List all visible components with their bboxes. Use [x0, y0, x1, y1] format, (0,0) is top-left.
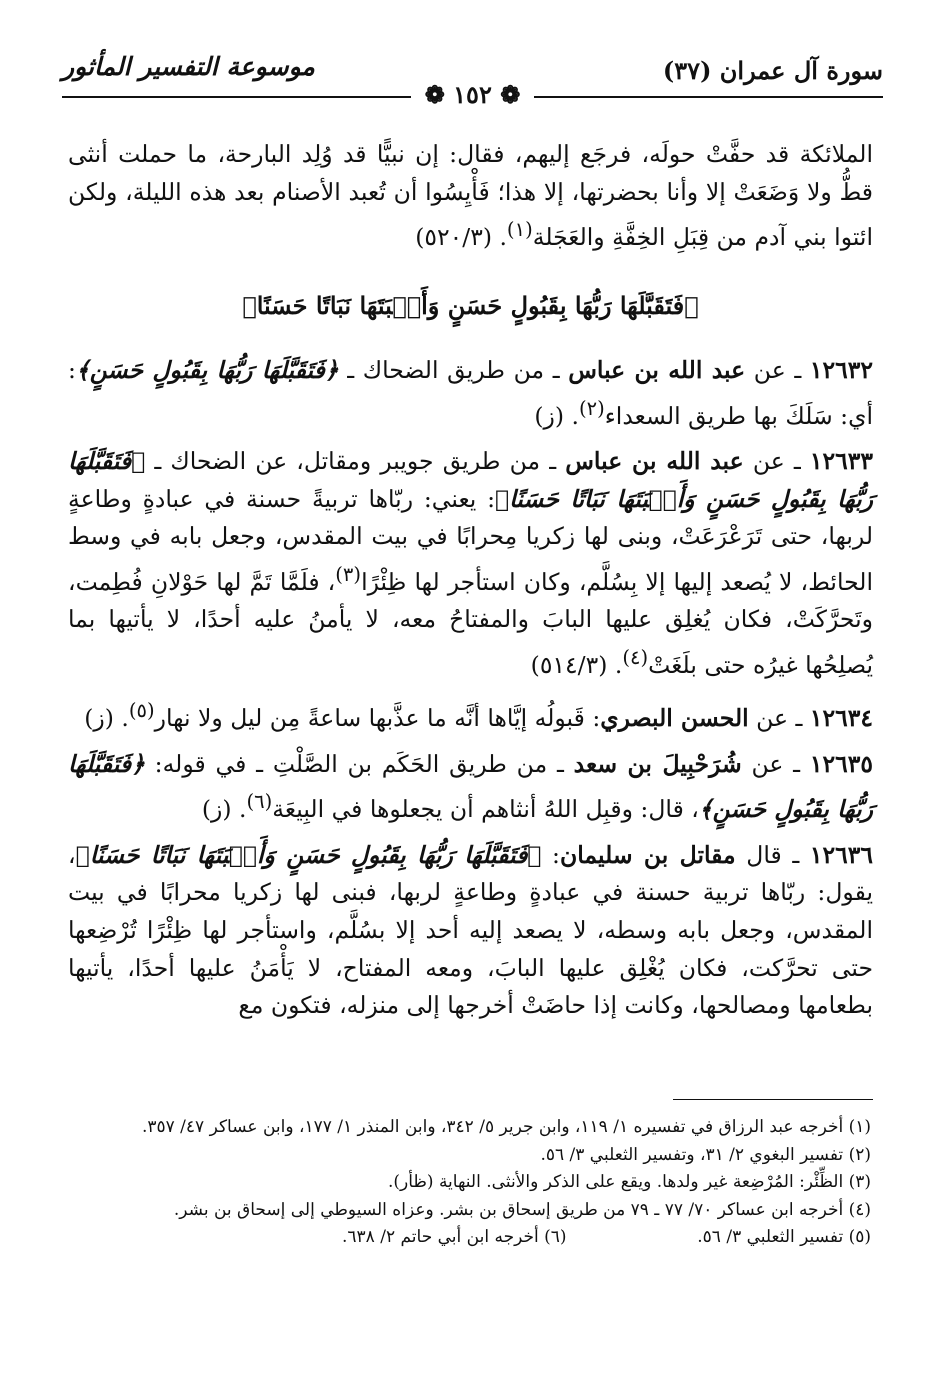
footnote: (١) أخرجه عبد الرزاق في تفسيره ١/ ١١٩، وابن جرير ٥/ ٣٤٢، وابن المنذر ١/ ١٧٧، وابن عساكر ٤٧/ ٣٥٧. — [141, 1117, 871, 1137]
narration-entry: ١٢٦٣٤ ـ عن الحسن البصري: قَبولُه إيَّاها أنَّه ما عذَّبها ساعةً مِن ليل ولا نهار$^{(٥)}$. (ز) — [84, 699, 873, 733]
narration-entry: ١٢٦٣٦ ـ قال مقاتل بن سليمان: ﴿فَتَقَبَّلَهَا رَبُّهَا بِقَبُولٍ حَسَنٍ وَأَنۢبَتَهَا نَبَاتًا حَسَنًا﴾، يقول: ربّاها تربية حسنة في عبادةٍ وطاعةٍ لربها، فبنى لها زكريا محرابًا في بيت المقدس، وجعل بابه وسطه، لا يصعد إليه أحد إلا بسُلَّم، واستأجر لها ظِئْرًا تُرْضِعها حتى تحرَّكت، فكان يُغْلِق عليها البابَ، ومعه المفتاح، لا يَأْمَنُ عليها أحدًا، يأتيها بطعامها ومصالحها، وكانت إذا حاضَتْ أخرجها إلى منزله، فتكون مع — [68, 840, 874, 1020]
narrator-name: عبد الله بن عباس — [565, 447, 744, 476]
footnote-marker: (٣) — [335, 563, 362, 586]
footnote-row — [72, 1224, 871, 1252]
volume-reference: . (٥٢٠/٣) — [415, 223, 507, 252]
ornament-icon: ❁ — [424, 80, 445, 109]
footnote: (٣) الظِّئْر: المُرْضِعة غير ولدها. ويقع على الذكر والأنثى. النهاية (ظأر). — [387, 1172, 871, 1193]
main-text — [68, 136, 873, 1025]
volume-reference: . (ز) — [201, 795, 247, 824]
quran-verse-heading: ﴿فَتَقَبَّلَهَا رَبُّهَا بِقَبُولٍ حَسَنٍ وَأَنۢبَتَهَا نَبَاتًا حَسَنًا﴾ — [242, 290, 699, 320]
narrator-name: الحسن البصري — [600, 704, 749, 733]
volume-reference: . (ز) — [534, 401, 579, 430]
ornament-icon: ❁ — [500, 80, 521, 109]
narrator-name: شُرَحْبِيلَ بن سعد — [573, 749, 742, 778]
footnote-marker: (٤) — [622, 646, 649, 670]
footnote-marker: (١) — [506, 218, 533, 242]
narration-entry: ١٢٦٣٥ ـ عن شُرَحْبِيلَ بن سعد ـ من طريق الحَكَم بن الصَّلْتِ ـ في قوله: ﴿فَتَقَبَّلَهَا رَبُّهَا بِقَبُولٍ حَسَنٍ﴾، قال: وقبِل اللهُ أنثاهم أن يجعلوها في البِيعَة$^{(٦)}$. (ز) — [68, 749, 873, 824]
narration-entry: ١٢٦٣٢ ـ عن عبد الله بن عباس ـ من طريق الضحاك ـ ﴿فَتَقَبَّلَهَا رَبُّهَا بِقَبُولٍ حَسَنٍ﴾: أي: سَلَكَ بها طريق السعداء$^{(٢)}$. (ز) — [68, 356, 873, 430]
book-title: موسوعة التفسير المأثور — [62, 52, 315, 81]
footnote-marker: (٦) — [246, 790, 273, 814]
quran-quote: ﴿فَتَقَبَّلَهَا رَبُّهَا بِقَبُولٍ حَسَنٍ﴾ — [75, 356, 339, 385]
footnote: (٥) تفسير الثعلبي ٣/ ٥٦. — [697, 1227, 871, 1248]
narration-entry: ١٢٦٣٣ ـ عن عبد الله بن عباس ـ من طريق جويبر ومقاتل، عن الضحاك ـ ﴿فَتَقَبَّلَهَا رَبُّهَا بِقَبُولٍ حَسَنٍ وَأَنۢبَتَهَا نَبَاتًا حَسَنًا﴾: يعني: ربّاها تربيةً حسنة في عبادةٍ وطاعةٍ لربها، حتى تَرَعْرَعَتْ، وبنى لها زكريا مِحرابًا في بيت المقدس، وجعل بابه في وسط الحائط، لا يُصعد إليها إلا بِسُلَّم، وكان استأجر لها ظِئْرًا$^{(٣)}$، فلَمَّا تَمَّ لها حَوْلانِ فُطِمت، وتَحرَّكَتْ، فكان يُغلِق عليها البابَ والمفتاحُ معه، لا يأمنُ عليه أحدًا، لا يأتيها بما يُصلِحُها غيرُه حتى بلَغَتْ$^{(٤)}$. (٥١٤/٣) — [68, 447, 874, 679]
narrator-name: مقاتل بن سليمان — [559, 840, 736, 869]
narrator-name: عبد الله بن عباس — [568, 356, 746, 385]
intro-paragraph: الملائكة قد حفَّتْ حولَه، فرجَع إليهم، فقال: إن نبيًّا قد وُلِد البارحة، ما حملت أنثى قطُّ ولا وَضَعَتْ إلا وأنا بحضرتها، إلا هذا؛ فَأْيِسُوا أن تُعبد الأصنام بعد هذه الليلة، ولكن ائتوا بني آدم من قِبَلِ الخِفَّةِ والعَجَلة$^{(١)}$. (٥٢٠/٣) — [68, 140, 873, 252]
footnote: (٢) تفسير البغوي ٢/ ٣١، وتفسير الثعلبي ٣/ ٥٦. — [540, 1144, 871, 1165]
footnote: (٤) أخرجه ابن عساكر ٧٠/ ٧٧ ـ ٧٩ من طريق إسحاق بن بشر. وعزاه السيوطي إلى إسحاق بن بشر. — [173, 1199, 871, 1220]
entry-number: ١٢٦٣٣ — [809, 447, 873, 476]
quran-quote: ﴿فَتَقَبَّلَهَا رَبُّهَا بِقَبُولٍ حَسَنٍ وَأَنۢبَتَهَا نَبَاتًا حَسَنًا﴾ — [68, 447, 874, 513]
footnote-marker: (٥) — [128, 699, 155, 723]
volume-reference: . (٥١٤/٣) — [530, 650, 623, 679]
surah-title: سورة آل عمران (٣٧) — [662, 56, 883, 85]
footnote: (٦) أخرجه ابن أبي حاتم ٢/ ٦٣٨. — [342, 1227, 567, 1248]
entry-number: ١٢٦٣٥ — [809, 749, 873, 778]
quran-quote: ﴿فَتَقَبَّلَهَا رَبُّهَا بِقَبُولٍ حَسَنٍ وَأَنۢبَتَهَا نَبَاتًا حَسَنًا﴾ — [75, 840, 542, 869]
entry-number: ١٢٦٣٦ — [809, 840, 874, 869]
footnote-marker: (٢) — [578, 396, 605, 420]
footnotes — [72, 1114, 871, 1252]
footnote-divider — [673, 1099, 873, 1100]
quran-quote: ﴿فَتَقَبَّلَهَا رَبُّهَا بِقَبُولٍ حَسَنٍ﴾ — [68, 749, 873, 824]
page-number-block — [411, 80, 535, 109]
running-header — [62, 52, 883, 112]
entry-number: ١٢٦٣٢ — [809, 356, 873, 385]
entry-number: ١٢٦٣٤ — [809, 704, 873, 733]
page-number: ١٥٢ — [453, 80, 492, 109]
volume-reference: . (ز) — [84, 704, 129, 733]
